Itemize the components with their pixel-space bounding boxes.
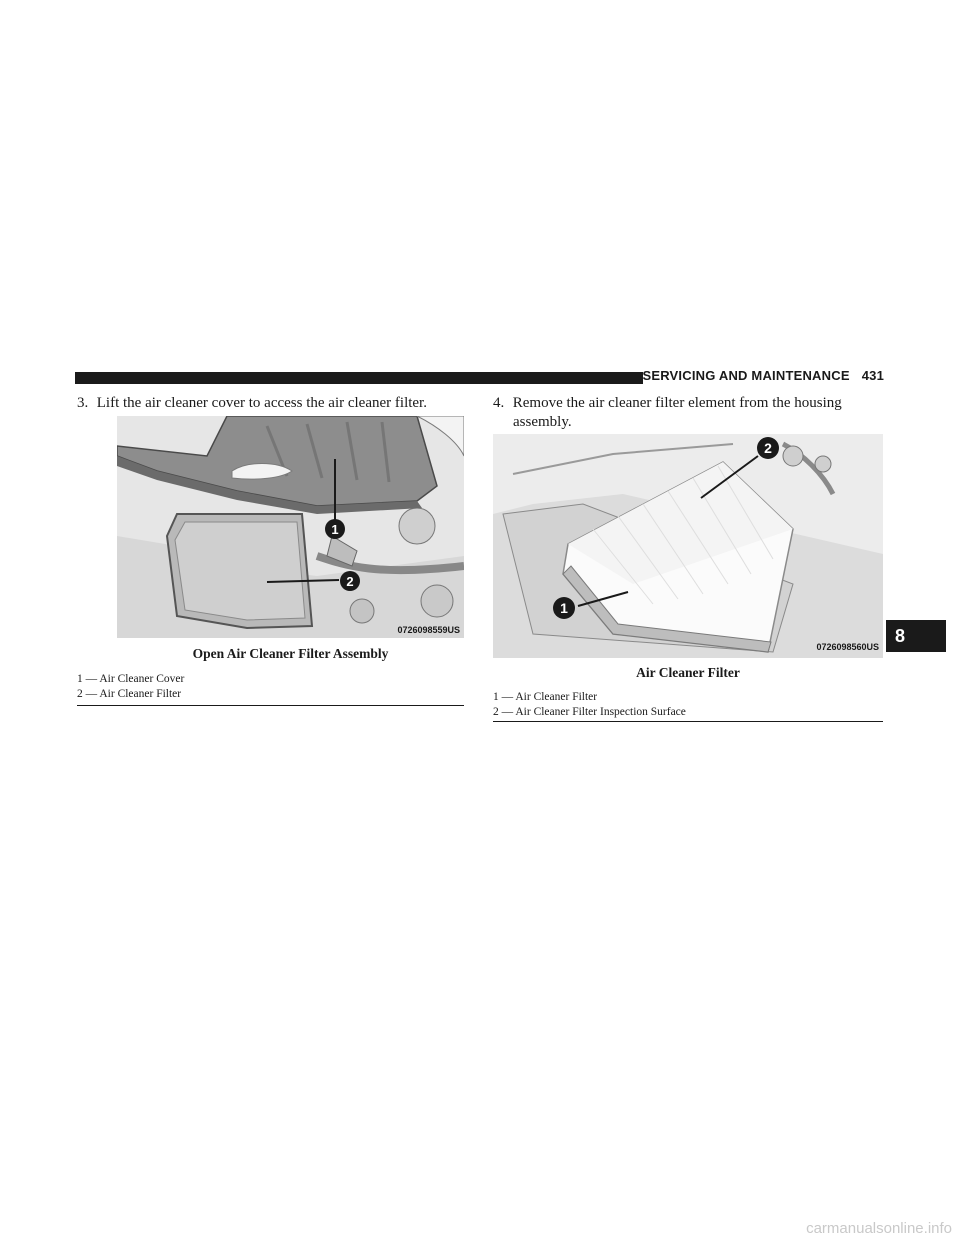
figure-legend xyxy=(493,690,686,720)
step-number: 4. xyxy=(493,395,505,411)
legend-item: 2 — Air Cleaner Filter xyxy=(77,688,182,700)
engine-bay-illustration xyxy=(117,416,464,638)
figure-legend xyxy=(77,672,184,702)
chapter-number: 8 xyxy=(895,625,906,646)
figure-air-cleaner-filter xyxy=(493,434,883,658)
step-text: Lift the air cleaner cover to access the air cleaner filter. xyxy=(96,395,427,411)
figure-open-air-cleaner-assembly xyxy=(117,416,464,638)
divider xyxy=(77,705,464,706)
legend-item: 2 — Air Cleaner Filter Inspection Surface xyxy=(493,706,686,718)
callout-1: 1 xyxy=(325,519,345,539)
callout-2: 2 xyxy=(757,437,779,459)
running-header xyxy=(642,368,884,388)
step-text-line2: assembly. xyxy=(513,414,572,430)
section-title: SERVICING AND MAINTENANCE xyxy=(642,368,850,383)
header-bar xyxy=(75,372,643,384)
figure-code: 0726098560US xyxy=(816,642,879,652)
filter-illustration xyxy=(493,434,883,658)
callout-2: 2 xyxy=(340,571,360,591)
figure-caption: Air Cleaner Filter xyxy=(636,665,740,680)
divider xyxy=(493,721,883,722)
step-3 xyxy=(77,394,467,413)
figure-code: 0726098559US xyxy=(397,625,460,635)
figure-caption: Open Air Cleaner Filter Assembly xyxy=(192,646,389,661)
legend-item: 1 — Air Cleaner Filter xyxy=(493,691,598,703)
callout-1: 1 xyxy=(553,597,575,619)
chapter-tab xyxy=(886,620,946,652)
step-text-line1: Remove the air cleaner filter element from the housing xyxy=(512,395,842,411)
step-number: 3. xyxy=(77,395,89,411)
page-number: 431 xyxy=(861,368,884,383)
watermark: carmanualsonline.info xyxy=(806,1220,952,1237)
step-4 xyxy=(493,394,886,432)
legend-item: 1 — Air Cleaner Cover xyxy=(77,673,185,685)
